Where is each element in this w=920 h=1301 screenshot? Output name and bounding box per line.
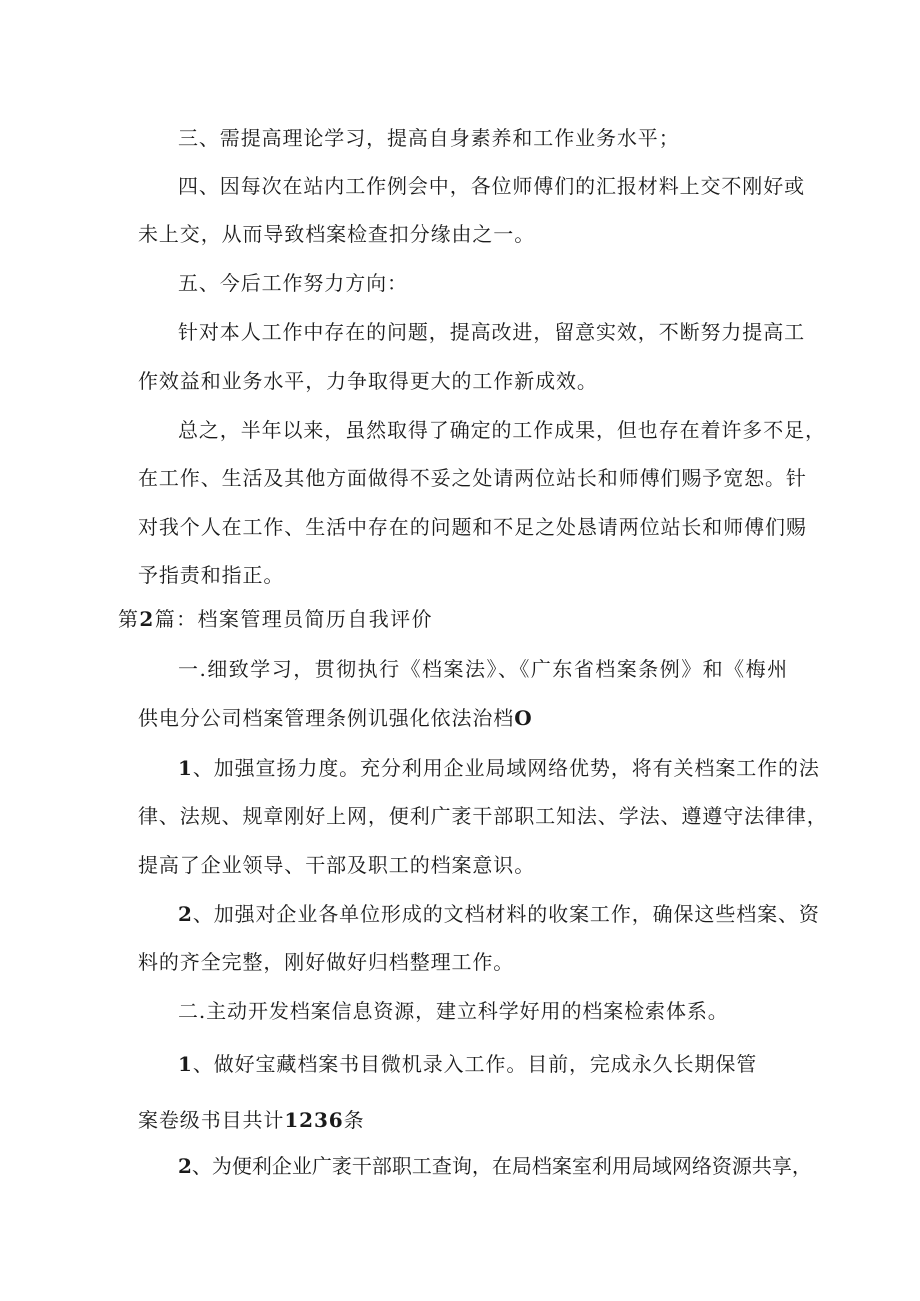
line-text: 、加强宣扬力度。充分利用企业局域网络优势，将有关档案工作的法 [192, 756, 820, 780]
paragraph-line [178, 1152, 812, 1180]
paragraph-line: 二.主动开发档案信息资源，建立科学好用的档案检索体系。 [178, 999, 729, 1023]
paragraph-line [178, 754, 820, 782]
heading-prefix: 第 [118, 607, 140, 631]
list-number: 2 [178, 1154, 192, 1178]
section-heading [118, 605, 768, 633]
paragraph-line: 总之，半年以来，虽然取得了确定的工作成果，但也存在着许多不足， [178, 418, 826, 442]
paragraph-line: 在工作、生活及其他方面做得不妥之处请两位站长和师傅们赐予宽恕。针 [138, 466, 807, 490]
paragraph-line [138, 1106, 788, 1134]
line-text: 供电分公司档案管理条例讥强化依法治档 [138, 706, 515, 730]
paragraph-line: 予指责和指正。 [138, 563, 285, 587]
paragraph-line: 三、需提高理论学习，提高自身素养和工作业务水平； [178, 126, 680, 150]
line-number: 1236 [284, 1108, 344, 1132]
line-bold-char: O [514, 706, 533, 730]
paragraph-line: 针对本人工作中存在的问题，提高改进，留意实效，不断努力提高工 [178, 320, 805, 344]
paragraph-line: 一.细致学习，贯彻执行《档案法》、《广东省档案条例》和《梅州 [178, 657, 788, 681]
paragraph-line: 提高了企业领导、干部及职工的档案意识。 [138, 853, 536, 877]
heading-number: 2 [139, 607, 155, 631]
list-number: 1 [178, 756, 193, 780]
paragraph-line: 作效益和业务水平，力争取得更大的工作新成效。 [138, 369, 598, 393]
line-text: 案卷级书目共计 [138, 1108, 285, 1132]
line-text: 、加强对企业各单位形成的文档材料的收案工作，确保这些档案、资 [192, 902, 820, 926]
list-number: 1 [178, 1052, 193, 1076]
paragraph-line: 律、法规、规章刚好上网，便利广袤干部职工知法、学法、遵遵守法律律， [138, 804, 828, 828]
paragraph-line [178, 900, 820, 928]
line-text: 、做好宝藏档案书目微机录入工作。目前，完成永久长期保管 [192, 1052, 758, 1076]
line-text: 条 [343, 1108, 365, 1132]
line-text: 、为便利企业广袤干部职工查询，在局档案室利用局域网络资源共享， [191, 1154, 812, 1178]
paragraph-line: 对我个人在工作、生活中存在的问题和不足之处恳请两位站长和师傅们赐 [138, 515, 807, 539]
paragraph-line: 未上交，从而导致档案检查扣分缘由之一。 [138, 222, 536, 246]
paragraph-line: 料的齐全完整，刚好做好归档整理工作。 [138, 950, 515, 974]
paragraph-line: 四、因每次在站内工作例会中，各位师傅们的汇报材料上交不刚好或 [178, 174, 805, 198]
paragraph-line: 五、今后工作努力方向： [178, 271, 408, 295]
heading-text: 篇：档案管理员简历自我评价 [154, 607, 433, 631]
paragraph-line [178, 1050, 828, 1078]
paragraph-line [138, 704, 788, 732]
list-number: 2 [178, 902, 193, 926]
